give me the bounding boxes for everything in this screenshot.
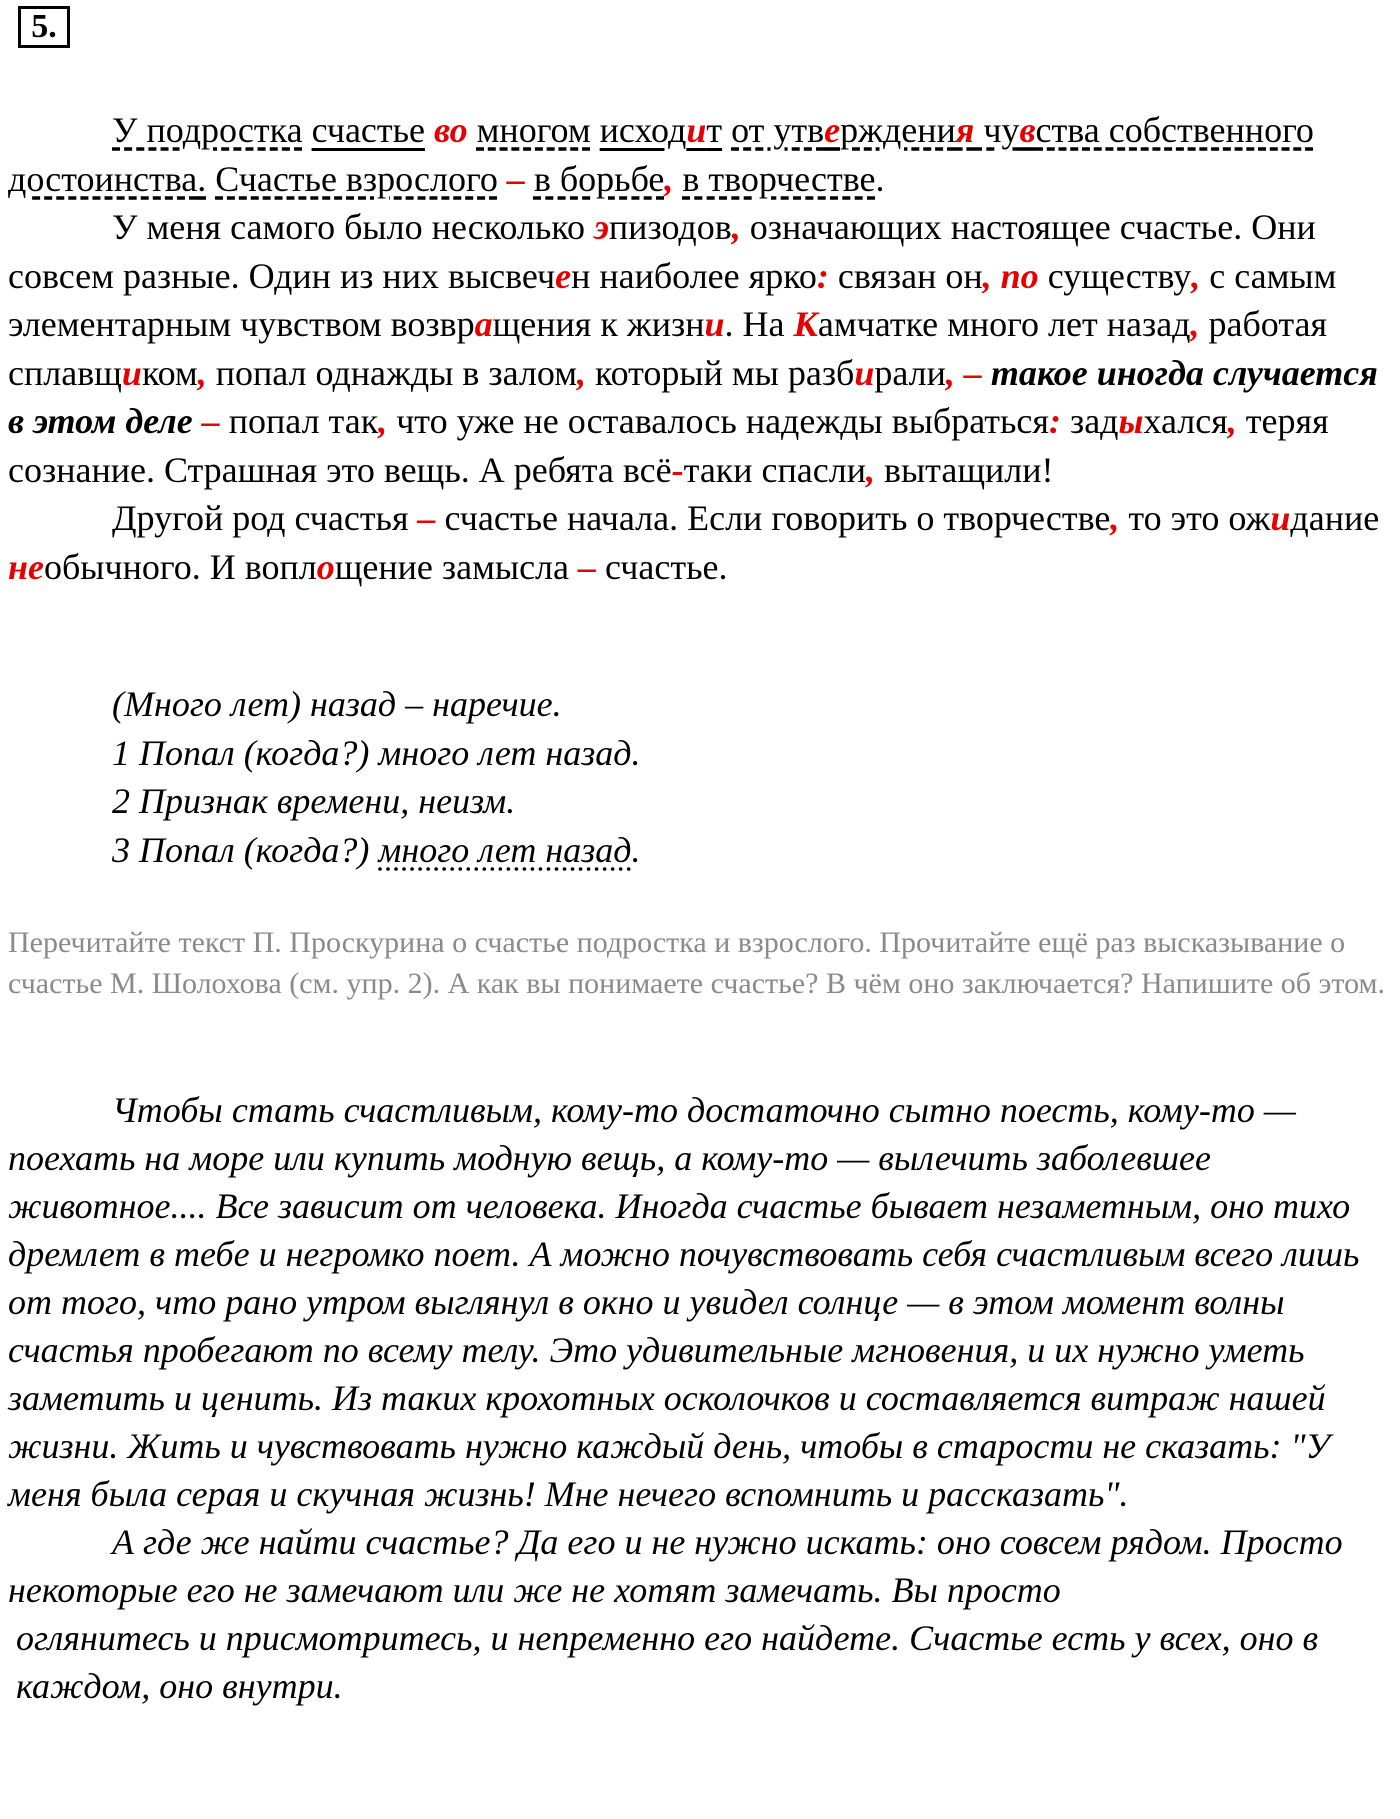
source-paragraph-3: Другой род счастья – счастье начала. Если говорить о творчестве, то это ожидание необычного. И воплощение замысла – счастье. [8,498,1380,587]
annotated-source-text [8,106,1393,591]
analysis-line-4-end: . [631,829,641,870]
exercise-number-badge: 5. [18,6,70,48]
task-instructions: Перечитайте текст П. Проскурина о счастье подростка и взрослого. Прочитайте ещё раз высказывание о счастье М. Шолохова (см. упр. 2). А как вы понимаете счастье? В чём оно заключается? Напишите об этом. [8,926,1386,1000]
analysis-underlined-phrase: много лет назад [378,829,632,870]
source-paragraph-2: У меня самого было несколько эпизодов, означающих настоящее счастье. Они совсем разные. Один из них высвечен наиболее ярко: связан он, по существу, с самым элементарным чувством возвращения к жизни. На Камчатке много лет назад, работая сплавщиком, попал однажды в залом, который мы разбирали, – такое иногда случается в этом деле – попал так, что уже не оставалось надежды выбраться: задыхался, теряя сознание. Страшная это вещь. А ребята всё-таки спасли, вытащили! [8,207,1378,490]
essay-paragraph-1: Чтобы стать счастливым, кому-то достаточно сытно поесть, кому-то — поехать на море или купить модную вещь, а кому-то — вылечить заболевшее животное.... Все зависит от человека. Иногда счастье бывает незаметным, оно тихо дремлет в тебе и негромко поет. А можно почувствовать себя счастливым всего лишь от того, что рано утром выглянул в окно и увидел солнце — в этом момент волны счастья пробегают по всему телу. Это удивительные мгновения, и их нужно уметь заметить и ценить. Из таких крохотных осколочков и составляется витраж нашей жизни. Жить и чувствовать нужно каждый день, чтобы в старости не сказать: "У меня была серая и скучная жизнь! Мне нечего вспомнить и рассказать". [8,1090,1360,1514]
analysis-line-4 [112,826,1400,875]
essay-paragraph-2-start: А где же найти счастье? Да его и не нужно искать: оно совсем рядом. Просто некоторые его не замечают или же не хотят замечать. Вы просто [8,1522,1343,1610]
word-analysis [112,680,1400,874]
essay-answer [8,1086,1393,1710]
source-paragraph-1: У подростка счастье во многом исходит от утверждения чувства собственного достоинства. Счастье взрослого – в борьбе, в творчестве. [8,110,1314,199]
analysis-line-3: 2 Признак времени, неизм. [112,781,516,821]
analysis-line-4-start: 3 Попал (когда?) [112,829,379,870]
essay-paragraph-2-end: оглянитесь и присмотритесь, и непременно его найдете. Счастье есть у всех, оно в каждом, оно внутри. [16,1618,1319,1706]
analysis-line-2: 1 Попал (когда?) много лет назад. [112,732,641,773]
analysis-line-1: (Много лет) назад – наречие. [112,684,562,724]
